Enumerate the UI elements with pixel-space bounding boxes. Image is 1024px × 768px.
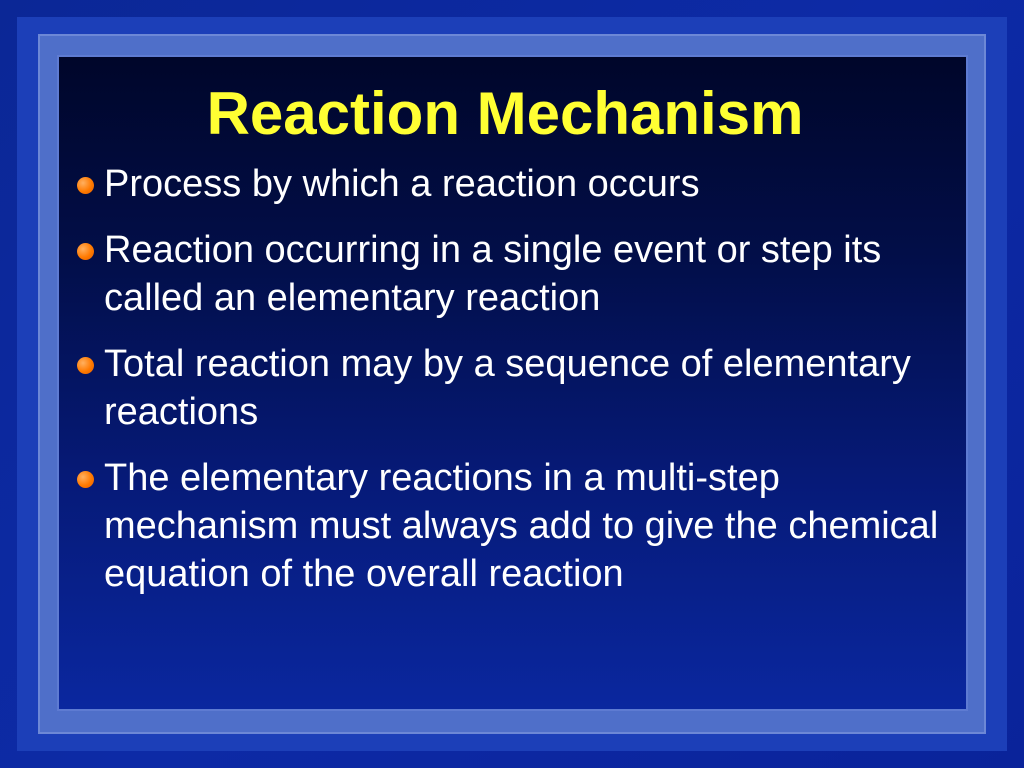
- bullet-text: Total reaction may by a sequence of elementary reactions: [104, 343, 911, 433]
- bullet-item: [73, 160, 953, 208]
- slide-title: Reaction Mechanism: [206, 80, 804, 147]
- orange-dot-icon: [77, 243, 94, 260]
- orange-dot-icon: [77, 471, 94, 488]
- bullet-text: Process by which a reaction occurs: [104, 163, 700, 205]
- bullet-item: [73, 454, 953, 598]
- orange-dot-icon: [77, 357, 94, 374]
- bullet-item: [73, 340, 953, 436]
- bullet-text: The elementary reactions in a multi-step mechanism must always add to give the chemical equation of the overall reaction: [104, 457, 939, 595]
- orange-dot-icon: [77, 177, 94, 194]
- bullet-text: Reaction occurring in a single event or step its called an elementary reaction: [104, 229, 882, 319]
- bullet-list: [73, 160, 953, 616]
- bullet-item: [73, 226, 953, 322]
